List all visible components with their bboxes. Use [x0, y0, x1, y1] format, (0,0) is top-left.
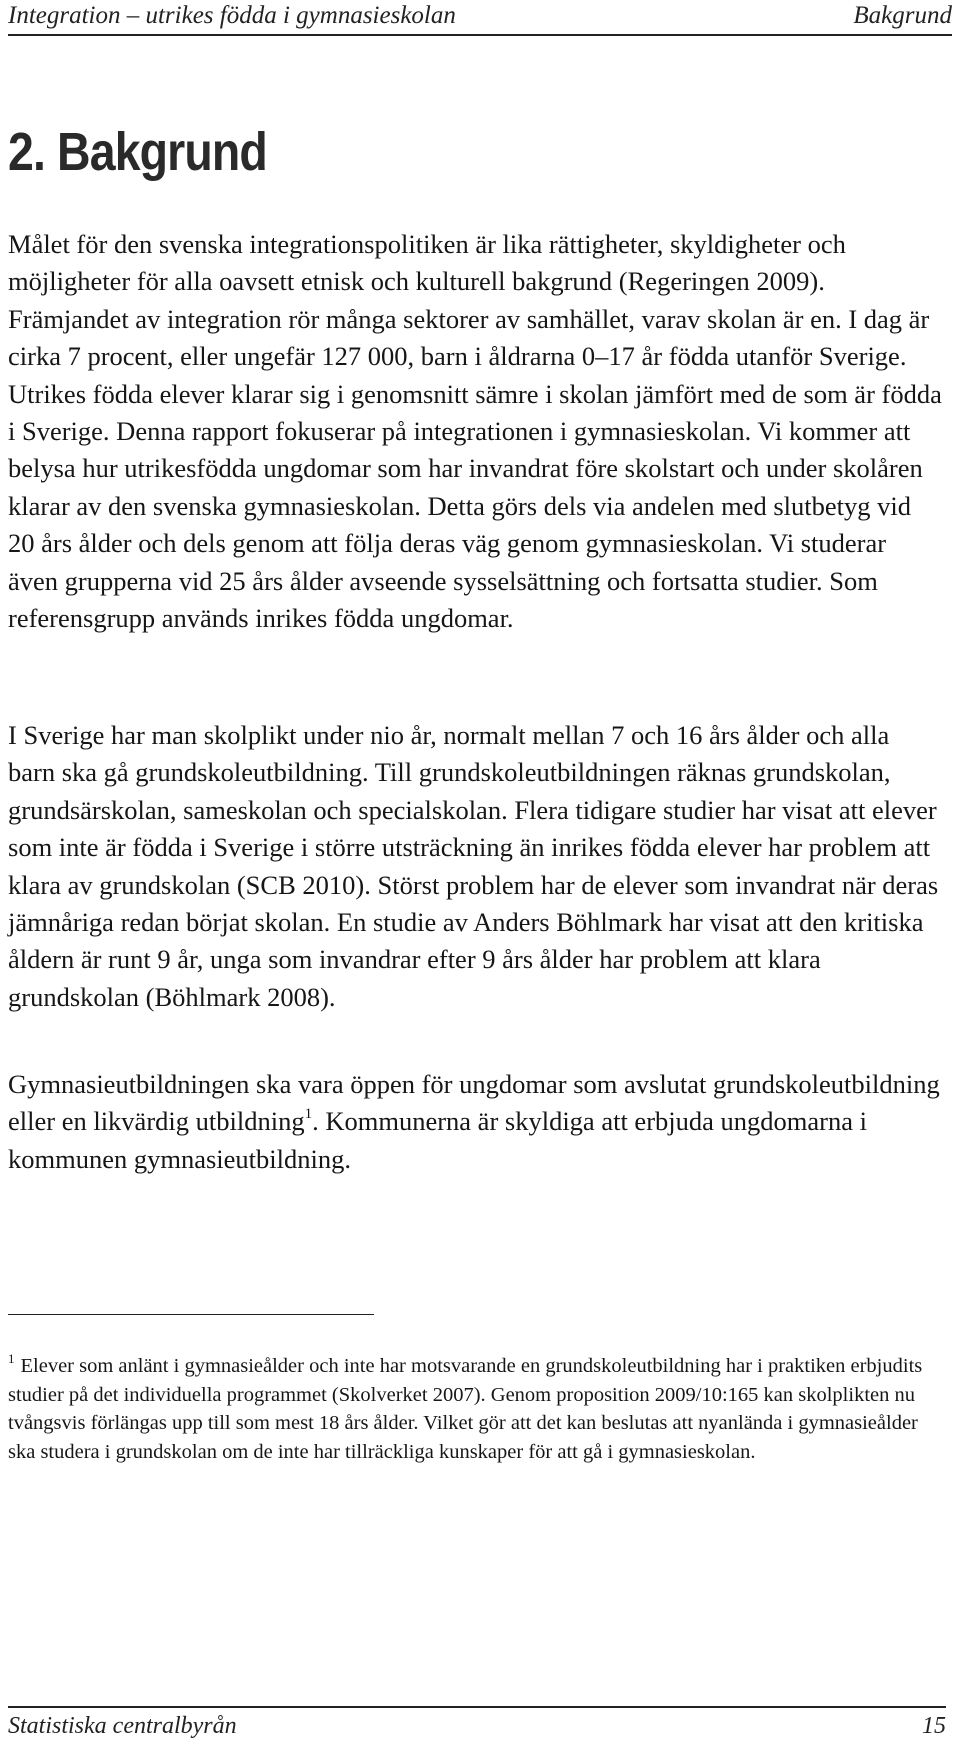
paragraph-2: I Sverige har man skolplikt under nio år, normalt mellan 7 och 16 års ålder och alla barn ska gå grundskoleutbildning. Till grundskoleutbildningen räknas grundskolan, grundsärskolan, sameskolan och specialskolan. Flera tidigare studier har visat att elever som inte är födda i Sverige i större utsträckning än inrikes födda elever har problem att klara av grundskolan (SCB 2010). Störst problem har de elever som invandrat när deras jämnåriga redan börjat skolan. En studie av Anders Böhlmark har visat att den kritiska åldern är runt 9 år, unga som invandrar efter 9 års ålder har problem att klara grundskolan (Böhlmark 2008).: [8, 720, 939, 1012]
paragraph-3-text-start: Gymnasieutbildningen ska vara öppen för ungdomar som avslutat grundskoleutbildning eller en likvärdig utbildning: [8, 1069, 940, 1137]
footnote-number: 1: [8, 1351, 15, 1366]
footnote: [8, 1352, 948, 1467]
page-number: 15: [922, 1713, 946, 1739]
chapter-title: 2. Bakgrund: [8, 122, 267, 182]
footer-publisher: Statistiska centralbyrån: [8, 1713, 237, 1739]
footnote-text: Elever som anlänt i gymnasieålder och inte har motsvarande en grundskoleutbildning har i praktiken erbjudits studier på det individuella programmet (Skolverket 2007). Genom proposition 2009/10:165 kan skolplikten nu tvångsvis förlängas upp till som mest 18 års ålder. Vilket gör att det kan beslutas att nyanlända i gymnasieålder ska studera i grundskolan om de inte har tillräckliga kunskaper för att gå i gymnasieskolan.: [8, 1355, 923, 1464]
header-section: Bakgrund: [853, 2, 952, 29]
header-title: Integration – utrikes födda i gymnasieskolan: [8, 2, 456, 29]
running-header: [8, 0, 952, 36]
running-footer: [8, 1706, 946, 1740]
footnote-divider: [8, 1314, 374, 1315]
paragraph-3-text-end: . Kommunerna är skyldiga att erbjuda ungdomarna i kommunen gymnasieutbildning.: [8, 1106, 867, 1174]
footnote-reference[interactable]: 1: [304, 1106, 313, 1123]
paragraph-3: [8, 1066, 942, 1178]
paragraph-1: Målet för den svenska integrationspolitiken är lika rättigheter, skyldigheter och möjligheter för alla oavsett etnisk och kulturell bakgrund (Regeringen 2009). Främjandet av integration rör många sektorer av samhället, varav skolan är en. I dag är cirka 7 procent, eller ungefär 127 000, barn i åldrarna 0–17 år födda utanför Sverige. Utrikes födda elever klarar sig i genomsnitt sämre i skolan jämfört med de som är födda i Sverige. Denna rapport fokuserar på integrationen i gymnasieskolan. Vi kommer att belysa hur utrikesfödda ungdomar som har invandrat före skolstart och under skolåren klarar av den svenska gymnasieskolan. Detta görs dels via andelen med slutbetyg vid 20 års ålder och dels genom att följa deras väg genom gymnasieskolan. Vi studerar även grupperna vid 25 års ålder avseende sysselsättning och fortsatta studier. Som referensgrupp används inrikes födda ungdomar.: [8, 229, 942, 634]
